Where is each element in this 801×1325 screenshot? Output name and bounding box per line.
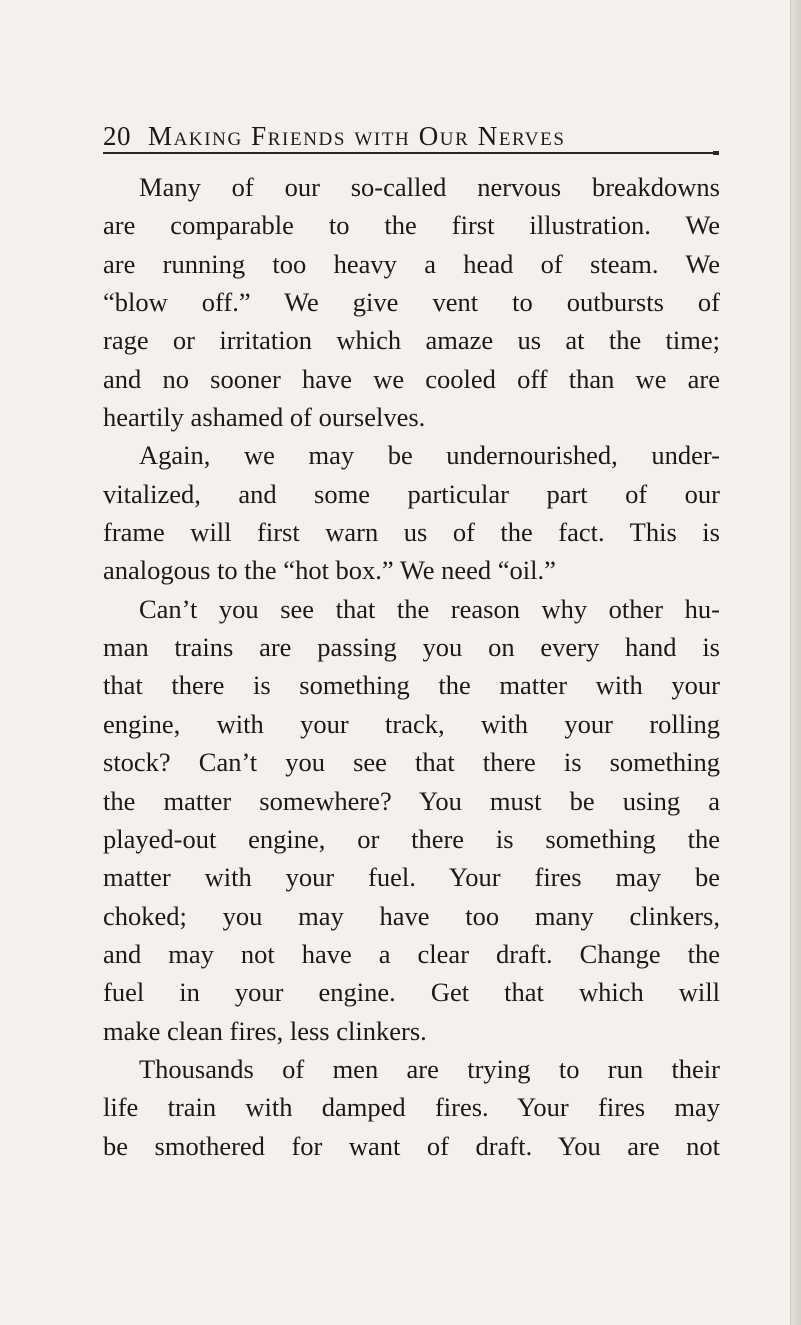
text-line: be smothered for want of draft. You are not [103,1130,720,1161]
text-line: and no sooner have we cooled off than we are [103,363,720,394]
text-line: engine, with your track, with your rolling [103,708,720,739]
text-line: stock? Can’t you see that there is something [103,747,720,778]
book-title: Making Friends with Our Nerves [148,121,566,151]
text-line: Thousands of men are trying to run their [139,1053,720,1084]
text-line: rage or irritation which amaze us at the time; [103,325,720,356]
text-line: “blow off.” We give vent to outbursts of [103,287,720,318]
text-line: fuel in your engine. Get that which will [103,977,720,1008]
text-line: analogous to the “hot box.” We need “oil.” [103,555,556,586]
text-line: man trains are passing you on every hand is [103,632,720,663]
page-edge [790,0,801,1325]
text-line: Many of our so-called nervous breakdowns [139,172,720,202]
body-text [103,168,720,1165]
page-number: 20 [103,121,131,151]
text-line: matter with your fuel. Your fires may be [103,862,720,893]
text-line: make clean fires, less clinkers. [103,1015,427,1046]
text-line: choked; you may have too many clinkers, [103,900,720,931]
text-line: Can’t you see that the reason why other hu- [139,593,720,624]
text-line: vitalized, and some particular part of our [103,478,720,509]
header-rule [103,152,719,154]
text-line: heartily ashamed of ourselves. [103,402,426,433]
text-line: are running too heavy a head of steam. We [103,248,720,279]
text-line: are comparable to the first illustration. We [103,210,720,241]
text-line: life train with damped fires. Your fires may [103,1092,720,1123]
text-line: played-out engine, or there is something the [103,823,720,854]
text-line: and may not have a clear draft. Change the [103,938,720,969]
text-line: frame will first warn us of the fact. This is [103,517,720,548]
text-line: the matter somewhere? You must be using a [103,785,720,816]
text-line: Again, we may be undernourished, under- [139,440,720,471]
text-line: that there is something the matter with your [103,670,720,701]
running-head [103,120,719,152]
